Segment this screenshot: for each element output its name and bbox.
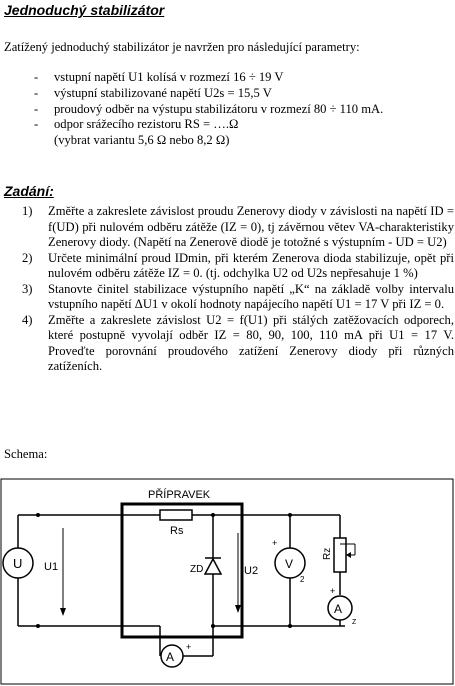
circuit-diagram xyxy=(0,478,455,686)
task-number: 3) xyxy=(22,281,33,296)
section-heading-zadani: Zadání: xyxy=(4,183,54,199)
param-item: - výstupní stabilizované napětí U2s = 15,5 V xyxy=(34,86,434,102)
page-title: Jednoduchý stabilizátor xyxy=(4,2,165,18)
rs-label: Rs xyxy=(170,525,184,537)
schema-label: Schema: xyxy=(4,447,48,461)
param-item: - vstupní napětí U1 kolísá v rozmezí 16 ÷ 19 V xyxy=(34,70,434,86)
task-text: Změřte a zakreslete závislost proudu Zenerovy diody v závislosti na napětí ID = f(UD) při nulovém odběru zátěže (IZ = 0), tj závěrnou větev VA-charakteristiky Zenerovy diody. (Napětí na Zenerově diodě je totožné s výstupním - UD = U2) xyxy=(48,204,454,249)
task-item xyxy=(22,251,454,282)
svg-text:2: 2 xyxy=(300,575,305,584)
task-text: Stanovte činitel stabilizace výstupního napětí „K“ na základě volby intervalu vstupního napětí ΔU1 v okolí hodnoty napájecího napětí U1 = 17 V při IZ = 0. xyxy=(48,281,454,311)
svg-text:+: + xyxy=(186,642,192,652)
svg-text:+: + xyxy=(272,538,278,548)
task-number: 1) xyxy=(22,204,33,218)
task-number: 2) xyxy=(22,250,33,265)
task-item xyxy=(22,204,454,251)
resistor-rs xyxy=(160,510,192,520)
zd-label: ZD xyxy=(190,564,204,575)
svg-text:Z: Z xyxy=(352,619,357,626)
u1-label: U1 xyxy=(44,561,59,573)
task-list xyxy=(22,204,454,375)
task-text: Změřte a zakreslete závislost U2 = f(U1) při stálých zatěžovacích odporech, které postupně vyvolají odběr IZ = 80, 90, 100, 110 mA při U1 = 17 V. Proveďte porovnání proudového zatížení Zenerovy diody při různých zatíženích. xyxy=(48,312,454,373)
zener-diode xyxy=(205,559,221,574)
ammeter-load-label: A xyxy=(334,602,343,616)
svg-text:+: + xyxy=(330,586,336,596)
ammeter-bottom-label: A xyxy=(166,650,175,664)
task-number: 4) xyxy=(22,312,33,327)
source-label: U xyxy=(13,556,23,571)
u2-label: U2 xyxy=(244,565,259,577)
parameter-list xyxy=(34,70,434,149)
param-item: - proudový odběr na výstupu stabilizátoru v rozmezí 80 ÷ 110 mA. xyxy=(34,102,434,118)
load-resistor xyxy=(334,538,346,572)
param-item: - odpor srážecího rezistoru RS = ….Ω xyxy=(34,117,434,133)
intro-text: Zatížený jednoduchý stabilizátor je navržen pro následující parametry: xyxy=(4,40,360,54)
box-label: PŘÍPRAVEK xyxy=(148,489,211,501)
rz-label: Rz xyxy=(322,547,333,560)
task-item xyxy=(22,313,454,375)
param-note: (vybrat variantu 5,6 Ω nebo 8,2 Ω) xyxy=(54,133,230,148)
voltmeter-label: V xyxy=(285,557,294,571)
task-item xyxy=(22,282,454,313)
diagram-frame xyxy=(1,479,453,684)
board-box xyxy=(122,504,242,637)
task-text: Určete minimální proud IDmin, při kterém Zenerova dioda stabilizuje, opět při nulovém odběru zátěže IZ = 0. (tj. odchylka U2 od U2s nepřesahuje 1 %) xyxy=(48,250,454,280)
